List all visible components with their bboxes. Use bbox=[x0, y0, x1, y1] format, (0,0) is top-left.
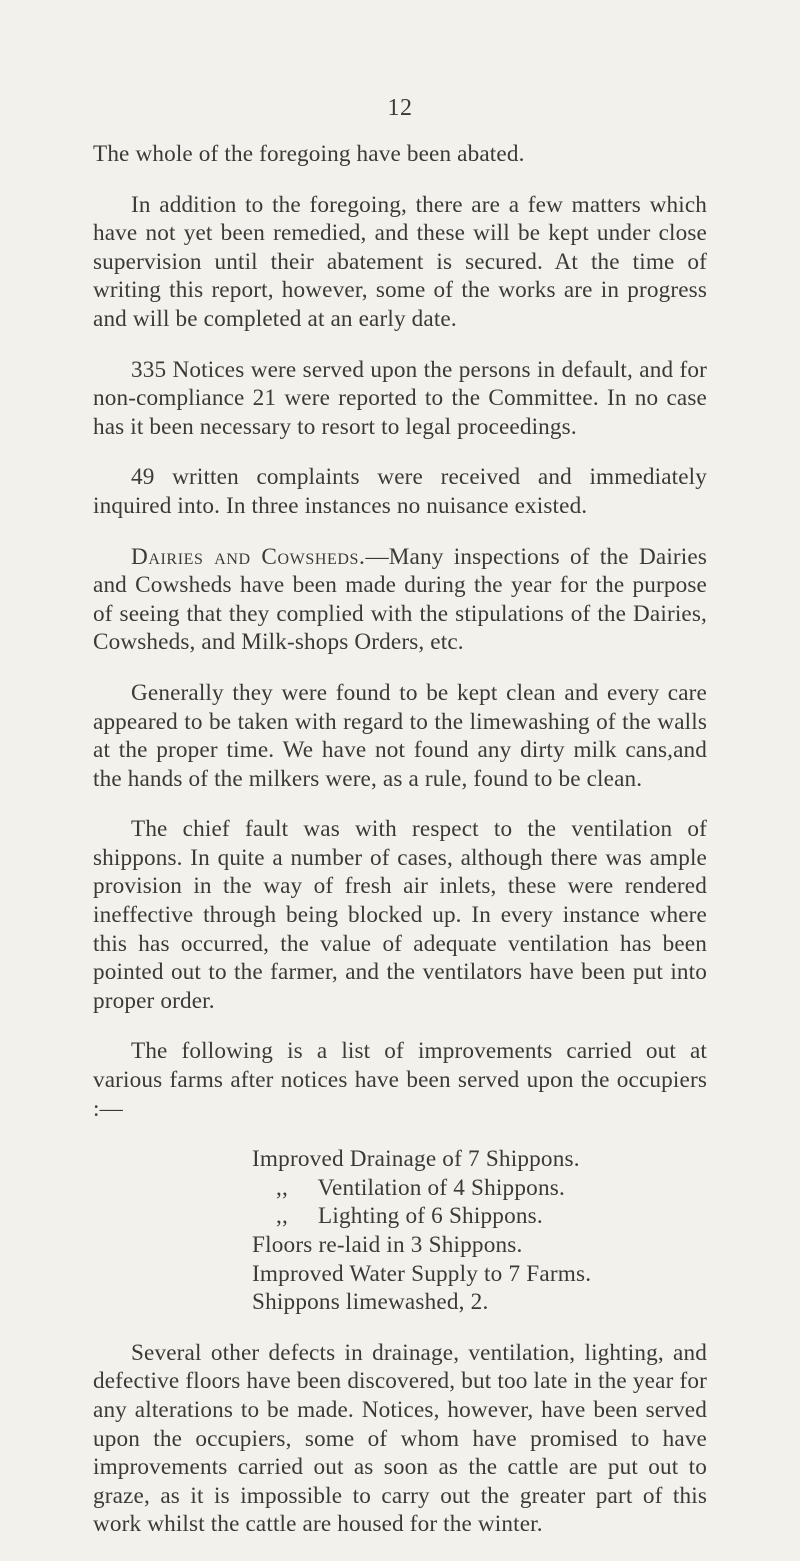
paragraph-dairies-cowsheds bbox=[93, 543, 707, 657]
list-item bbox=[252, 1288, 707, 1317]
ditto-mark: ,, bbox=[276, 1203, 288, 1230]
paragraph-abated: The whole of the foregoing have been abated. bbox=[93, 141, 525, 167]
paragraph-other-defects: Several other defects in drainage, ventilation, lighting, and defective floors have been discovered, but too late in the year for any alterations to be made. Notices, however, have been served upon the occupiers, some of whom have promised to have improvements carried out as soon as the cattle are put out to graze, as it is impossible to carry out the greater part of this work whilst the cattle are housed for the winter. bbox=[93, 1339, 707, 1538]
body-text bbox=[93, 140, 707, 1561]
list-item bbox=[252, 1202, 707, 1231]
list-item-text: Improved Drainage of 7 Shippons. bbox=[252, 1146, 580, 1173]
page-number: 12 bbox=[387, 95, 413, 121]
list-item bbox=[252, 1260, 707, 1289]
list-item-text: Floors re-laid in 3 Shippons. bbox=[252, 1232, 523, 1258]
paragraph-ventilation: The chief fault was with respect to the ventilation of shippons. In quite a number of cases, although there was ample provision in the way of fresh air inlets, these were rendered ineffective through being blocked up. In every instance where this has occurred, the value of adequate ventilation has been pointed out to the farmer, and the ventilators have been put into proper order. bbox=[93, 816, 707, 1014]
paragraph-cleanliness: Generally they were found to be kept clean and every care appeared to be taken with regard to the limewashing of the walls at the proper time. We have not found any dirty milk cans,and the hands of the milkers were, as a rule, found to be clean. bbox=[93, 679, 707, 792]
paragraph-remaining-matters: In addition to the foregoing, there are a few matters which have not yet been remedied, and these will be kept under close supervision until their abatement is secured. At the time of writing this report, however, some of the works are in progress and will be completed at an early date. bbox=[93, 191, 707, 332]
list-item bbox=[252, 1231, 707, 1260]
dairies-text: —Many inspections of the Dairies and Cowsheds have been made during the year for the purpose of seeing that they complied with the stipulations of the Dairies, Cowsheds, and Milk-shops Orders, etc. bbox=[93, 543, 707, 656]
list-item-text: Lighting of 6 Shippons. bbox=[318, 1203, 543, 1230]
list-item bbox=[252, 1174, 707, 1203]
paragraph-notices-served: 335 Notices were served upon the persons in default, and for non-compliance 21 were reported to the Committee. In no case has it been necessary to resort to legal proceedings. bbox=[93, 356, 707, 440]
ditto-mark: ,, bbox=[276, 1174, 288, 1201]
list-item-text: Improved Water Supply to 7 Farms. bbox=[252, 1260, 592, 1287]
list-item bbox=[252, 1145, 707, 1174]
section-heading-dairies: Dairies and Cowsheds. bbox=[131, 543, 366, 570]
list-item-text: Shippons limewashed, 2. bbox=[252, 1289, 489, 1316]
paragraph-improvements-intro: The following is a list of improvements carried out at various farms after notices have been served upon the occupiers :— bbox=[93, 1038, 707, 1122]
paragraph-written-complaints: 49 written complaints were received and immediately inquired into. In three instances no nuisance existed. bbox=[93, 464, 707, 519]
list-item-text: Ventilation of 4 Shippons. bbox=[317, 1174, 565, 1201]
improvements-list bbox=[252, 1145, 707, 1317]
